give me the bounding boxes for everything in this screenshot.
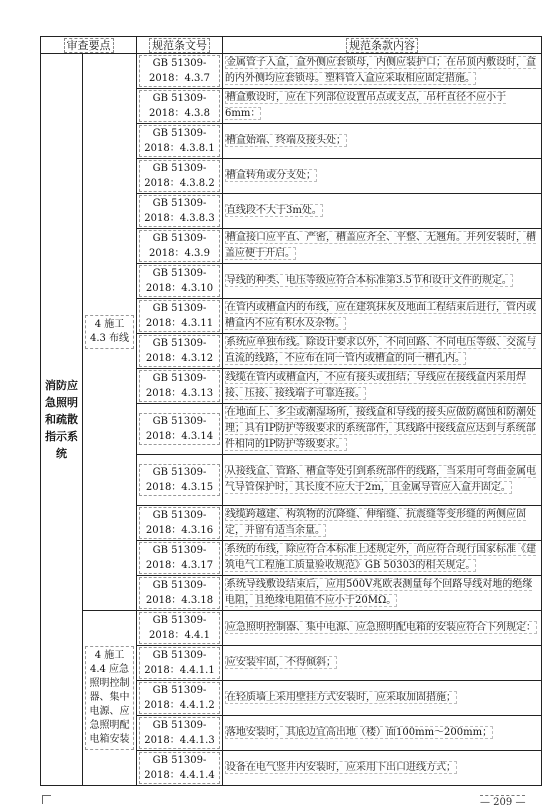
clause-content: 线缆在管内或槽盒内，不应有接头或扭结；导线应在接线盒内采用焊接、压接、接线端子可靠连接。 — [225, 372, 526, 399]
clause-code-cell — [137, 506, 223, 541]
clause-content: 设备在电气竖井内安装时，应采用下出口进线方式； — [226, 762, 456, 773]
clause-content-cell — [223, 369, 542, 404]
section-4-3-cell — [83, 54, 137, 611]
clause-code: GB 51309-2018：4.4.1 — [139, 612, 220, 644]
clause-content-cell — [223, 264, 542, 299]
clause-code-cell — [137, 541, 223, 576]
clause-code: GB 51309-2018：4.3.7 — [139, 55, 220, 87]
clause-content: 应安装牢固，不得倾斜； — [226, 657, 336, 668]
clause-content-cell — [223, 194, 542, 229]
clause-content-cell — [223, 124, 542, 159]
clause-code: GB 51309-2018：4.3.11 — [139, 300, 220, 332]
clause-content: 系统的布线，除应符合本标准上述规定外，尚应符合现行国家标准《建筑电气工程施工质量验收规范》GB 50303的相关规定。 — [225, 544, 536, 571]
section-4-4-label: 4 施工 4.4 应急照明控制器、集中电源、应急照明配电箱安装 — [85, 646, 134, 750]
clause-content: 从接线盒、管路、槽盒等处引到系统部件的线路，当采用可弯曲金属电气导管保护时，其长度不应大于2m，且金属导管应入盒并固定。 — [225, 466, 536, 493]
clause-code: GB 51309-2018：4.4.1.3 — [139, 717, 220, 749]
clause-content-cell — [223, 611, 542, 646]
clause-content-cell — [223, 646, 542, 681]
header-clause-number: 规范条文号 — [137, 37, 223, 54]
clause-content: 系统应单独布线。除设计要求以外，不同回路、不同电压等级、交流与直流的线路，不应布在同一管内或槽盒的同一槽孔内。 — [225, 337, 536, 364]
clause-content: 系统导线敷设结束后，应用500V兆欧表测量每个回路导线对地的绝缘电阻，且绝缘电阻值不应小于20MΩ。 — [225, 579, 533, 606]
clause-content-cell — [223, 299, 542, 334]
clause-code-cell — [137, 681, 223, 716]
header-row — [41, 37, 542, 54]
clause-code-cell — [137, 455, 223, 506]
header-review-point: 审查要点 — [41, 37, 137, 54]
clause-code-cell — [137, 576, 223, 611]
corner-mark — [42, 795, 51, 804]
clause-content-cell — [223, 404, 542, 455]
clause-content: 槽盒敷设时，应在下列部位设置吊点或支点，吊杆直径不应小于6mm： — [225, 92, 506, 119]
page-number: — 209 — — [480, 797, 526, 808]
clause-code: GB 51309-2018：4.3.14 — [139, 413, 220, 445]
clause-content-cell — [223, 751, 542, 786]
clause-code: GB 51309-2018：4.3.13 — [139, 370, 220, 402]
clause-content-cell — [223, 681, 542, 716]
clause-content: 线缆跨越建、构筑物的沉降缝、伸缩缝、抗震缝等变形缝的两侧应固定，并留有适当余量。 — [225, 509, 526, 536]
clause-content: 直线段不大于3m处。 — [226, 205, 322, 216]
clause-content-cell — [223, 541, 542, 576]
clause-code: GB 51309-2018：4.3.18 — [139, 577, 220, 609]
clause-code: GB 51309-2018：4.3.10 — [139, 265, 220, 297]
section-4-3-label: 4 施工 4.3 布线 — [85, 315, 134, 349]
clause-content-cell — [223, 455, 542, 506]
clause-code: GB 51309-2018：4.4.1.1 — [139, 647, 220, 679]
clause-content: 槽盒始端、终端及接头处； — [226, 135, 346, 146]
table-row — [41, 54, 542, 89]
clause-content-cell — [223, 159, 542, 194]
clause-code-cell — [137, 369, 223, 404]
clause-code-cell — [137, 89, 223, 124]
clause-code: GB 51309-2018：4.4.1.2 — [139, 682, 220, 714]
clause-code-cell — [137, 229, 223, 264]
clause-content: 在管内或槽盒内的布线，应在建筑抹灰及地面工程结束后进行，管内或槽盒内不应有积水及杂物。 — [225, 302, 536, 329]
section-4-4-cell — [83, 611, 137, 786]
clause-code-cell — [137, 54, 223, 89]
clause-content: 在轻质墙上采用壁挂方式安装时，应采取加固措施； — [226, 692, 456, 703]
clause-code-cell — [137, 611, 223, 646]
clause-content-cell — [223, 89, 542, 124]
clause-code: GB 51309-2018：4.3.17 — [139, 542, 220, 574]
clause-code: GB 51309-2018：4.3.8.3 — [139, 195, 220, 227]
clause-code-cell — [137, 159, 223, 194]
clause-content-cell — [223, 716, 542, 751]
table-row — [41, 611, 542, 646]
clause-content: 在地面上、多尘或潮湿场所，接线盒和导线的接头应做防腐蚀和防潮处理；具有IP防护等级要求的系统部件，其线路中接线盒应达到与系统部件相同的IP防护等级要求。 — [225, 407, 536, 450]
clause-code: GB 51309-2018：4.3.8 — [139, 90, 220, 122]
clause-code-cell — [137, 299, 223, 334]
clause-code: GB 51309-2018：4.3.8.2 — [139, 160, 220, 192]
clause-content: 导线的种类、电压等级应符合本标准第3.5节和设计文件的规定。 — [226, 275, 512, 286]
clause-content-cell — [223, 54, 542, 89]
clause-content: 槽盒转角或分支处； — [226, 170, 316, 181]
header-clause-content: 规范条款内容 — [223, 37, 542, 54]
system-name: 消防应急照明和疏散指示系统 — [45, 379, 78, 460]
clause-code: GB 51309-2018：4.3.16 — [139, 507, 220, 539]
spec-review-table — [40, 36, 542, 786]
clause-content: 金属管子入盒，盒外侧应套锁母，内侧应装护口；在吊顶内敷设时，盒的内外侧均应套锁母。塑料管入盒应采取相应固定措施。 — [225, 57, 536, 84]
system-name-cell — [41, 54, 83, 786]
clause-code-cell — [137, 404, 223, 455]
clause-code: GB 51309-2018：4.4.1.4 — [139, 752, 220, 784]
clause-content: 槽盒接口应平直、严密，槽盖应齐全、平整、无翘角。并列安装时，槽盖应便于开启。 — [225, 232, 536, 259]
clause-content-cell — [223, 506, 542, 541]
clause-code-cell — [137, 124, 223, 159]
clause-code-cell — [137, 264, 223, 299]
clause-code: GB 51309-2018：4.3.8.1 — [139, 125, 220, 157]
clause-content-cell — [223, 334, 542, 369]
clause-code: GB 51309-2018：4.3.9 — [139, 230, 220, 262]
clause-content-cell — [223, 576, 542, 611]
clause-code: GB 51309-2018：4.3.12 — [139, 335, 220, 367]
clause-code-cell — [137, 334, 223, 369]
clause-content: 落地安装时，其底边宜高出地（楼）面100mm～200mm； — [226, 727, 493, 738]
clause-content: 应急照明控制器、集中电源、应急照明配电箱的安装应符合下列规定： — [226, 622, 536, 633]
clause-code-cell — [137, 716, 223, 751]
clause-code: GB 51309-2018：4.3.15 — [139, 464, 220, 496]
clause-code-cell — [137, 194, 223, 229]
clause-content-cell — [223, 229, 542, 264]
clause-code-cell — [137, 751, 223, 786]
clause-code-cell — [137, 646, 223, 681]
